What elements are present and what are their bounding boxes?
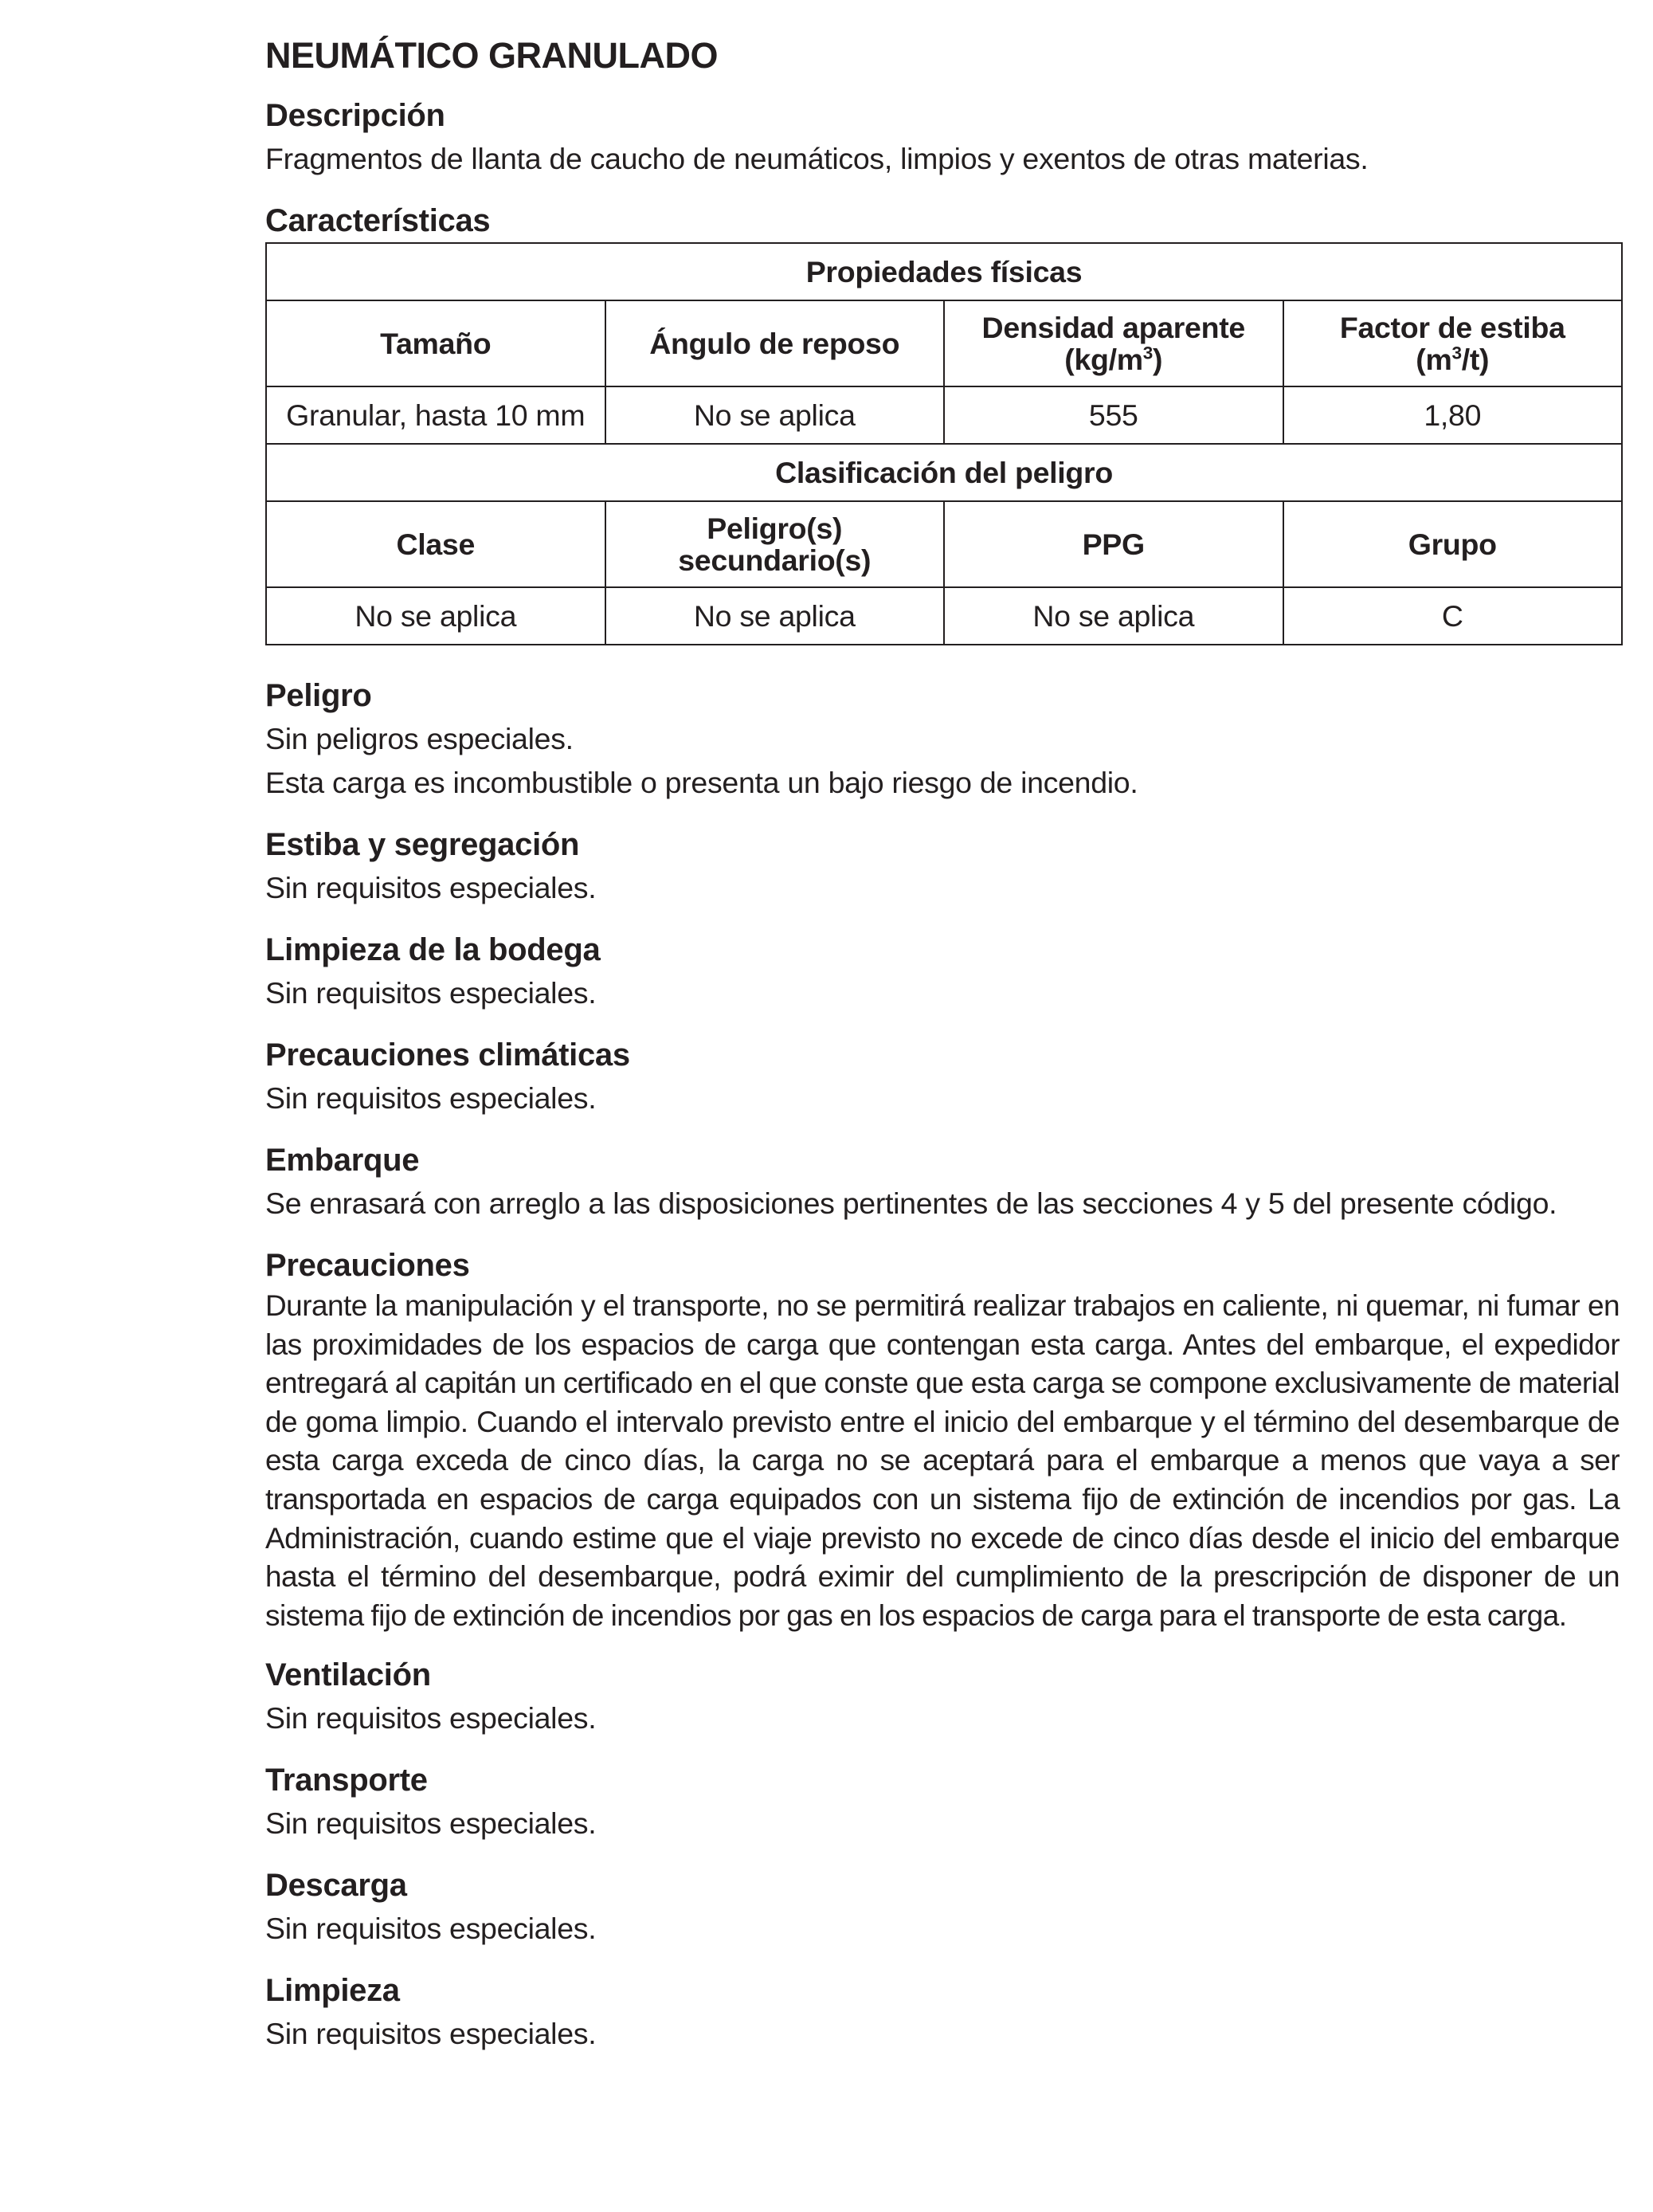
section-embarque [265,1139,1620,1226]
header-estiba-label: Factor de estiba [1339,311,1565,344]
text-descripcion: Fragmentos de llanta de caucho de neumáticos, limpios y exentos de otras materias. [265,142,1369,175]
section-precauciones [265,1244,1620,1635]
value-factor-estiba: 1,80 [1283,386,1623,444]
text-peligro-2: Esta carga es incombustible o presenta un bajo riesgo de incendio. [265,766,1138,799]
table-row [266,587,1622,645]
header-densidad-label: Densidad aparente [981,311,1245,344]
heading-precauciones-climaticas: Precauciones climáticas [265,1037,630,1073]
header-densidad-unit: $(kg/m^3)$ [1064,343,1163,376]
header-peligro-secundario: Peligro(s) secundario(s) [605,501,945,587]
heading-precauciones: Precauciones [265,1248,470,1283]
value-angulo-reposo: No se aplica [605,386,945,444]
section-peligro [265,674,1620,805]
header-estiba-unit: $(m^3/t)$ [1416,343,1490,376]
text-limpieza: Sin requisitos especiales. [265,2017,597,2051]
table-row [266,300,1622,386]
heading-ventilacion: Ventilación [265,1657,431,1693]
document-title: NEUMÁTICO GRANULADO [265,35,718,76]
table-row [266,243,1622,300]
section-precauciones-climaticas [265,1033,1620,1120]
text-descarga: Sin requisitos especiales. [265,1912,597,1946]
section-caracteristicas [265,199,1620,645]
text-precauciones-climaticas: Sin requisitos especiales. [265,1081,597,1115]
characteristics-table [265,242,1623,645]
heading-descripcion: Descripción [265,98,445,133]
text-ventilacion: Sin requisitos especiales. [265,1701,597,1735]
header-ppg: PPG [944,501,1283,587]
text-precauciones: Durante la manipulación y el transporte, no se permitirá realizar trabajos en caliente, ni quemar, ni fumar en las proximidades de los espacios de carga que contengan esta carga. Antes del embarque, el expedidor entregará al capitán un certificado en el que conste que esta carga se compone exclusivamente de material de goma limpio. Cuando el intervalo previsto entre el inicio del embarque y el término del desembarque de esta carga exceda de cinco días, la carga no se aceptará para el embarque a menos que vaya a ser transportada en espacios de carga equipados con un sistema fijo de extinción de incendios por gas. La Administración, cuando estime que el viaje previsto no excede de cinco días desde el inicio del embarque hasta el término del desembarque, podrá eximir del cumplimiento de la prescripción de disponer de un sistema fijo de extinción de incendios por gas en los espacios de carga para el transporte de esta carga. [265,1289,1620,1632]
value-tamano: Granular, hasta 10 mm [266,386,605,444]
document-page [265,29,1620,2074]
header-factor-estiba [1283,300,1623,386]
header-angulo-reposo: Ángulo de reposo [605,300,945,386]
band-propiedades-fisicas: Propiedades físicas [266,243,1622,300]
section-limpieza-bodega [265,928,1620,1015]
heading-caracteristicas: Características [265,203,491,238]
header-grupo: Grupo [1283,501,1623,587]
section-descripcion [265,94,1620,181]
heading-limpieza: Limpieza [265,1973,400,2009]
value-grupo: C [1283,587,1623,645]
heading-descarga: Descarga [265,1868,407,1904]
section-estiba [265,823,1620,910]
text-limpieza-bodega: Sin requisitos especiales. [265,976,597,1010]
text-transporte: Sin requisitos especiales. [265,1806,597,1841]
text-estiba: Sin requisitos especiales. [265,871,597,904]
band-clasificacion-peligro: Clasificación del peligro [266,444,1622,501]
header-densidad-aparente [944,300,1283,386]
section-transporte [265,1759,1620,1845]
table-row [266,386,1622,444]
table-row [266,501,1622,587]
value-peligro-secundario: No se aplica [605,587,945,645]
section-limpieza [265,1969,1620,2056]
header-tamano: Tamaño [266,300,605,386]
heading-embarque: Embarque [265,1143,420,1178]
table-row [266,444,1622,501]
value-ppg: No se aplica [944,587,1283,645]
heading-transporte: Transporte [265,1763,428,1798]
header-clase: Clase [266,501,605,587]
text-peligro-1: Sin peligros especiales. [265,722,574,755]
value-clase: No se aplica [266,587,605,645]
heading-estiba: Estiba y segregación [265,827,580,862]
value-densidad-aparente: 555 [944,386,1283,444]
text-embarque: Se enrasará con arreglo a las disposiciones pertinentes de las secciones 4 y 5 del presente código. [265,1186,1557,1220]
section-descarga [265,1864,1620,1951]
heading-peligro: Peligro [265,678,372,713]
section-ventilacion [265,1653,1620,1740]
heading-limpieza-bodega: Limpieza de la bodega [265,932,601,967]
